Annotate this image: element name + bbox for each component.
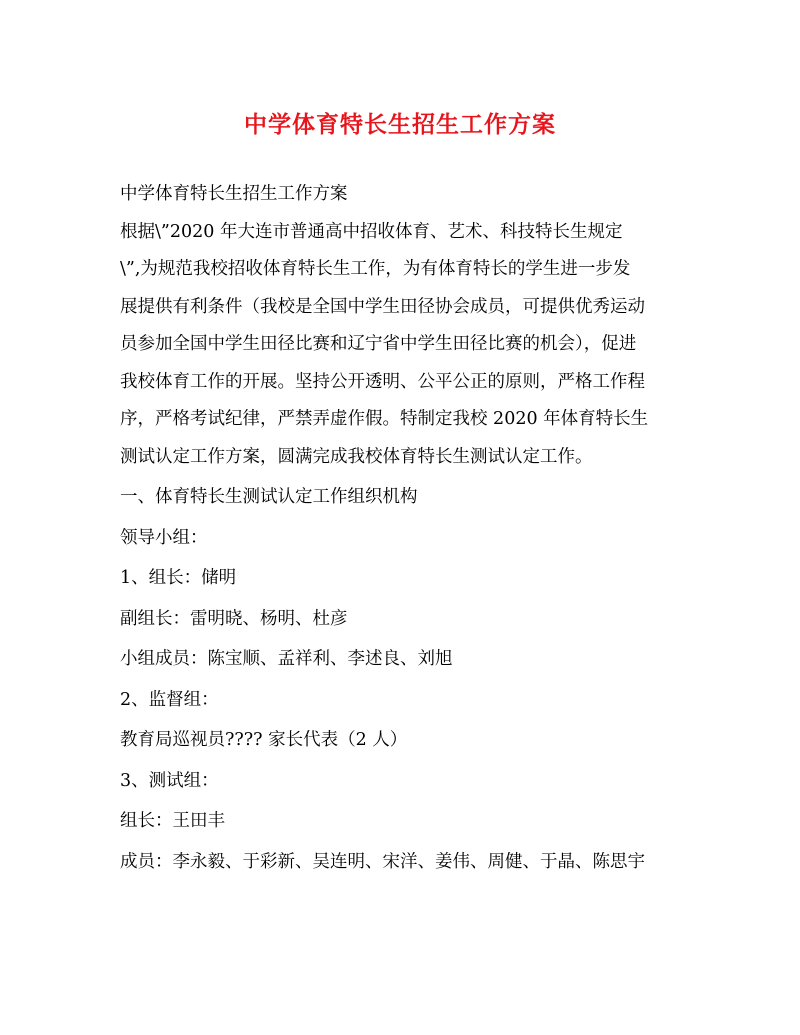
- document-title: 中学体育特长生招生工作方案: [244, 111, 556, 138]
- list-item: 1、组长：储明: [120, 568, 237, 588]
- paragraph-line: 根据\”2020 年大连市普通高中招收体育、艺术、科技特长生规定: [120, 221, 623, 242]
- list-item: 教育局巡视员???? 家长代表（2 人）: [120, 730, 408, 750]
- group-heading: 3、测试组：: [120, 770, 219, 791]
- group-heading: 2、监督组：: [120, 689, 219, 710]
- list-item: 小组成员：陈宝顺、孟祥利、李述良、刘旭: [120, 649, 453, 669]
- paragraph-line: 我校体育工作的开展。坚持公开透明、公平公正的原则，严格工作程: [120, 371, 645, 392]
- list-item: 副组长：雷明晓、杨明、杜彦: [120, 608, 348, 629]
- subtitle-line: 中学体育特长生招生工作方案: [120, 184, 348, 204]
- document-body: [120, 176, 680, 881]
- paragraph-line: 员参加全国中学生田径比赛和辽宁省中学生田径比赛的机会），促进: [120, 334, 637, 354]
- group-heading: 领导小组：: [120, 527, 208, 548]
- section-heading: 一、体育特长生测试认定工作组织机构: [120, 487, 418, 507]
- paragraph-line: \”,为规范我校招收体育特长生工作，为有体育特长的学生进一步发: [120, 259, 631, 279]
- paragraph-line: 序，严格考试纪律，严禁弄虚作假。特制定我校 2020 年体育特长生: [120, 409, 649, 429]
- paragraph-line: 测试认定工作方案，圆满完成我校体育特长生测试认定工作。: [120, 446, 593, 467]
- paragraph-line: 展提供有利条件（我校是全国中学生田径协会成员，可提供优秀运动: [120, 296, 645, 317]
- list-item: 成员：李永毅、于彩新、吴连明、宋洋、姜伟、周健、于晶、陈思宇: [120, 851, 645, 872]
- list-item: 组长：王田丰: [120, 811, 225, 831]
